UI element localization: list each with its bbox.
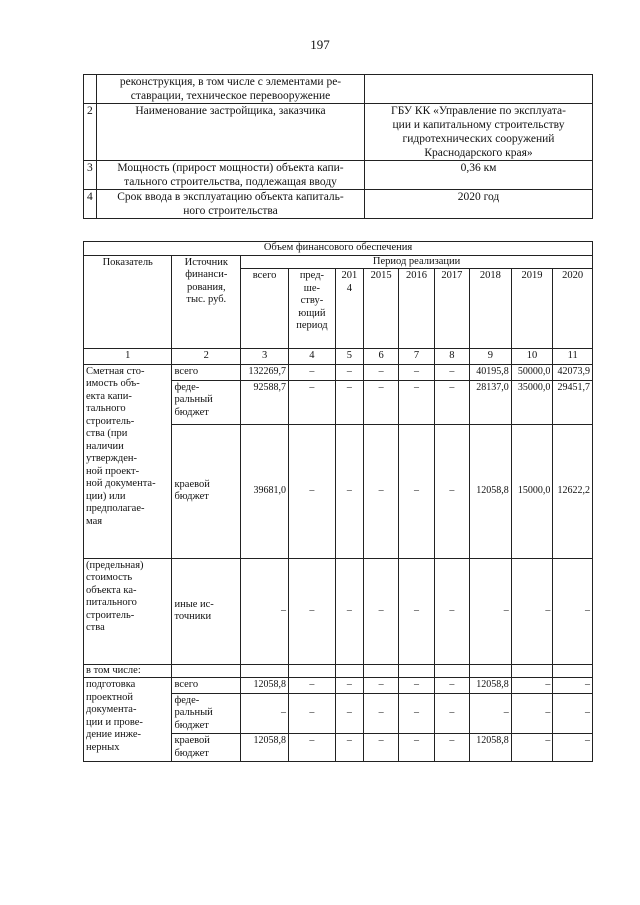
column-number-row [84, 349, 593, 365]
column-number: 3 [241, 349, 289, 365]
funding-source [172, 734, 241, 762]
value-cell: – [363, 558, 398, 664]
value-cell: – [434, 558, 469, 664]
text-line: утвержден- [86, 453, 138, 464]
value-cell: 92588,7 [241, 380, 289, 424]
indicator-estimated-cost-cont [84, 558, 172, 664]
value-cell: – [289, 380, 336, 424]
value-cell: 50000,0 [511, 364, 553, 380]
col-year-header: 2018 [470, 269, 512, 349]
text-line: проектной [86, 691, 133, 703]
col-source-header [172, 255, 241, 349]
info-row-value [365, 75, 593, 104]
value-cell: – [335, 424, 363, 558]
text-line: рования, [186, 281, 226, 293]
value-cell: – [399, 424, 434, 558]
column-number: 2 [172, 349, 241, 365]
info-row [84, 161, 593, 190]
text-line: период [296, 320, 328, 331]
funding-source [172, 678, 241, 694]
text-line: тального строительства, подлежащая вводу [124, 176, 337, 188]
text-line: нерных [86, 741, 120, 753]
column-number: 5 [335, 349, 363, 365]
text-line: ной документа- [86, 478, 156, 489]
value-cell: – [363, 380, 398, 424]
value-cell: – [363, 364, 398, 380]
value-cell: 12058,8 [470, 678, 512, 694]
value-cell: 15000,0 [511, 424, 553, 558]
value-cell: – [434, 364, 469, 380]
indicator-design-documentation [84, 678, 172, 762]
text-line: ства [86, 622, 105, 633]
info-row-value [365, 104, 593, 161]
text-line: 2020 год [457, 191, 500, 203]
info-row [84, 190, 593, 219]
including-row [84, 664, 593, 678]
text-line: объекта ка- [86, 584, 137, 596]
text-line: 0,36 км [460, 162, 497, 174]
value-cell: – [470, 558, 512, 664]
value-cell: – [511, 558, 553, 664]
funding-source [172, 558, 241, 664]
text-line: Мощность (прирост мощности) объекта капи- [117, 162, 344, 174]
text-line: ной проект- [86, 465, 140, 477]
value-cell: – [241, 558, 289, 664]
text-line: ральный [174, 394, 213, 405]
info-row-value [365, 190, 593, 219]
funding-source [172, 424, 241, 558]
value-cell: 28137,0 [470, 380, 512, 424]
value-cell: 42073,9 [553, 364, 593, 380]
text-line: феде- [174, 381, 200, 393]
text-line: Сметная сто- [86, 365, 145, 377]
column-number: 1 [84, 349, 172, 365]
value-cell: – [289, 364, 336, 380]
indicator-estimated-cost [84, 364, 172, 558]
col-indicator-header: Показатель [84, 255, 172, 349]
text-line: ГБУ КК «Управление по эксплуата- [391, 105, 566, 117]
column-number: 8 [434, 349, 469, 365]
value-cell: – [434, 693, 469, 734]
value-cell: 12622,2 [553, 424, 593, 558]
text-line: стоимость [86, 572, 133, 583]
table-row [84, 558, 593, 664]
value-cell: – [335, 678, 363, 694]
text-line: бюджет [174, 719, 209, 731]
value-cell: – [553, 734, 593, 762]
value-cell: – [553, 558, 593, 664]
text-line: ству- [300, 295, 324, 306]
text-line: 4 [346, 282, 353, 294]
value-cell: – [399, 558, 434, 664]
info-row-label [97, 104, 365, 161]
value-cell: 39681,0 [241, 424, 289, 558]
text-line: дение инже- [86, 729, 142, 740]
value-cell: – [511, 734, 553, 762]
col-year-header: 2019 [511, 269, 553, 349]
col-year-header: 2017 [434, 269, 469, 349]
text-line: ции и прове- [86, 716, 143, 728]
text-line: бюджет [174, 491, 209, 502]
value-cell: 12058,8 [241, 678, 289, 694]
text-line: документа- [86, 704, 137, 715]
info-row-number: 2 [84, 104, 97, 161]
value-cell: – [553, 693, 593, 734]
column-number: 9 [470, 349, 512, 365]
column-number: 10 [511, 349, 553, 365]
fin-title: Объем финансового обеспечения [84, 242, 593, 256]
text-line: Источник [184, 256, 228, 268]
text-line: ющий [298, 307, 326, 319]
info-row-number: 3 [84, 161, 97, 190]
fin-title-row [84, 242, 593, 256]
info-row-value [365, 161, 593, 190]
col-year-header: 2020 [553, 269, 593, 349]
value-cell: – [399, 380, 434, 424]
text-line: ставрации, техническое перевооружение [130, 90, 331, 102]
text-line: краевой [174, 735, 210, 746]
column-number: 7 [399, 349, 434, 365]
info-row-label [97, 75, 365, 104]
col-year-header: 2016 [399, 269, 434, 349]
value-cell: – [289, 424, 336, 558]
text-line: строитель- [86, 415, 135, 427]
table-row [84, 364, 593, 380]
text-line: тального [86, 403, 126, 414]
col-year-header: 2015 [363, 269, 398, 349]
value-cell: – [399, 678, 434, 694]
text-line: Краснодарского края» [424, 147, 533, 159]
text-line: ше- [303, 282, 321, 294]
value-cell: – [289, 693, 336, 734]
value-cell: – [363, 734, 398, 762]
text-line: 201 [341, 270, 358, 281]
info-row [84, 104, 593, 161]
text-line: всего [174, 365, 199, 377]
text-line: бюджет [174, 406, 209, 418]
text-line: феде- [174, 694, 200, 706]
col-2014-header [335, 269, 363, 349]
funding-source [172, 693, 241, 734]
value-cell: – [434, 678, 469, 694]
text-line: (предельная) [86, 559, 144, 571]
text-line: предполагае- [86, 503, 145, 514]
text-line: всего [174, 679, 199, 690]
value-cell: 132269,7 [241, 364, 289, 380]
text-line: краевой [174, 478, 210, 490]
value-cell: – [363, 424, 398, 558]
text-line: имость объ- [86, 378, 140, 389]
text-line: иные ис- [174, 598, 214, 610]
project-info-table [83, 74, 593, 219]
including-label: в том числе: [84, 664, 172, 678]
text-line: ции и капитальному строительству [392, 119, 565, 131]
col-total-header: всего [241, 269, 289, 349]
value-cell: – [335, 364, 363, 380]
period-header: Период реализации [241, 255, 593, 269]
text-line: подготовка [86, 679, 136, 690]
column-number: 11 [553, 349, 593, 365]
text-line: Наименование застройщика, заказчика [135, 105, 326, 117]
value-cell: – [553, 678, 593, 694]
funding-source [172, 380, 241, 424]
col-previous-period-header [289, 269, 336, 349]
value-cell: – [399, 693, 434, 734]
info-row-label [97, 190, 365, 219]
value-cell: – [511, 678, 553, 694]
text-line: точники [174, 611, 212, 622]
text-line: ства (при [86, 428, 128, 439]
text-line: пред- [299, 270, 325, 281]
text-line: ного строительства [183, 205, 278, 217]
value-cell: – [511, 693, 553, 734]
fin-header-row-1 [84, 255, 593, 269]
info-row [84, 75, 593, 104]
value-cell: 12058,8 [470, 424, 512, 558]
value-cell: – [434, 380, 469, 424]
text-line: бюджет [174, 747, 209, 759]
page-number: 197 [310, 37, 330, 52]
column-number: 4 [289, 349, 336, 365]
text-line: Срок ввода в эксплуатацию объекта капиталь- [117, 191, 344, 203]
value-cell: – [470, 693, 512, 734]
value-cell: – [289, 734, 336, 762]
text-line: гидротехнических сооружений [402, 133, 555, 145]
value-cell: – [335, 734, 363, 762]
value-cell: – [289, 558, 336, 664]
funding-source [172, 364, 241, 380]
text-line: ральный [174, 707, 213, 718]
text-line: питального [86, 597, 137, 608]
text-line: мая [86, 515, 103, 527]
value-cell: – [363, 678, 398, 694]
value-cell: – [363, 693, 398, 734]
text-line: строитель- [86, 609, 135, 621]
text-line: ции) или [86, 490, 126, 502]
value-cell: – [335, 380, 363, 424]
text-line: финанси- [185, 269, 228, 280]
value-cell: – [335, 558, 363, 664]
value-cell: – [399, 364, 434, 380]
text-line: наличии [86, 440, 124, 452]
text-line: екта капи- [86, 390, 132, 402]
financing-table [83, 241, 593, 762]
value-cell: – [241, 693, 289, 734]
value-cell: 12058,8 [241, 734, 289, 762]
info-row-label [97, 161, 365, 190]
value-cell: 29451,7 [553, 380, 593, 424]
value-cell: – [434, 424, 469, 558]
value-cell: – [434, 734, 469, 762]
value-cell: – [399, 734, 434, 762]
value-cell: 12058,8 [470, 734, 512, 762]
value-cell: – [289, 678, 336, 694]
table-row [84, 678, 593, 694]
value-cell: 35000,0 [511, 380, 553, 424]
text-line: реконструкция, в том числе с элементами ре- [119, 76, 342, 88]
value-cell: 40195,8 [470, 364, 512, 380]
text-line: тыс. руб. [186, 294, 227, 305]
column-number: 6 [363, 349, 398, 365]
info-row-number: 4 [84, 190, 97, 219]
value-cell: – [335, 693, 363, 734]
info-row-number [84, 75, 97, 104]
